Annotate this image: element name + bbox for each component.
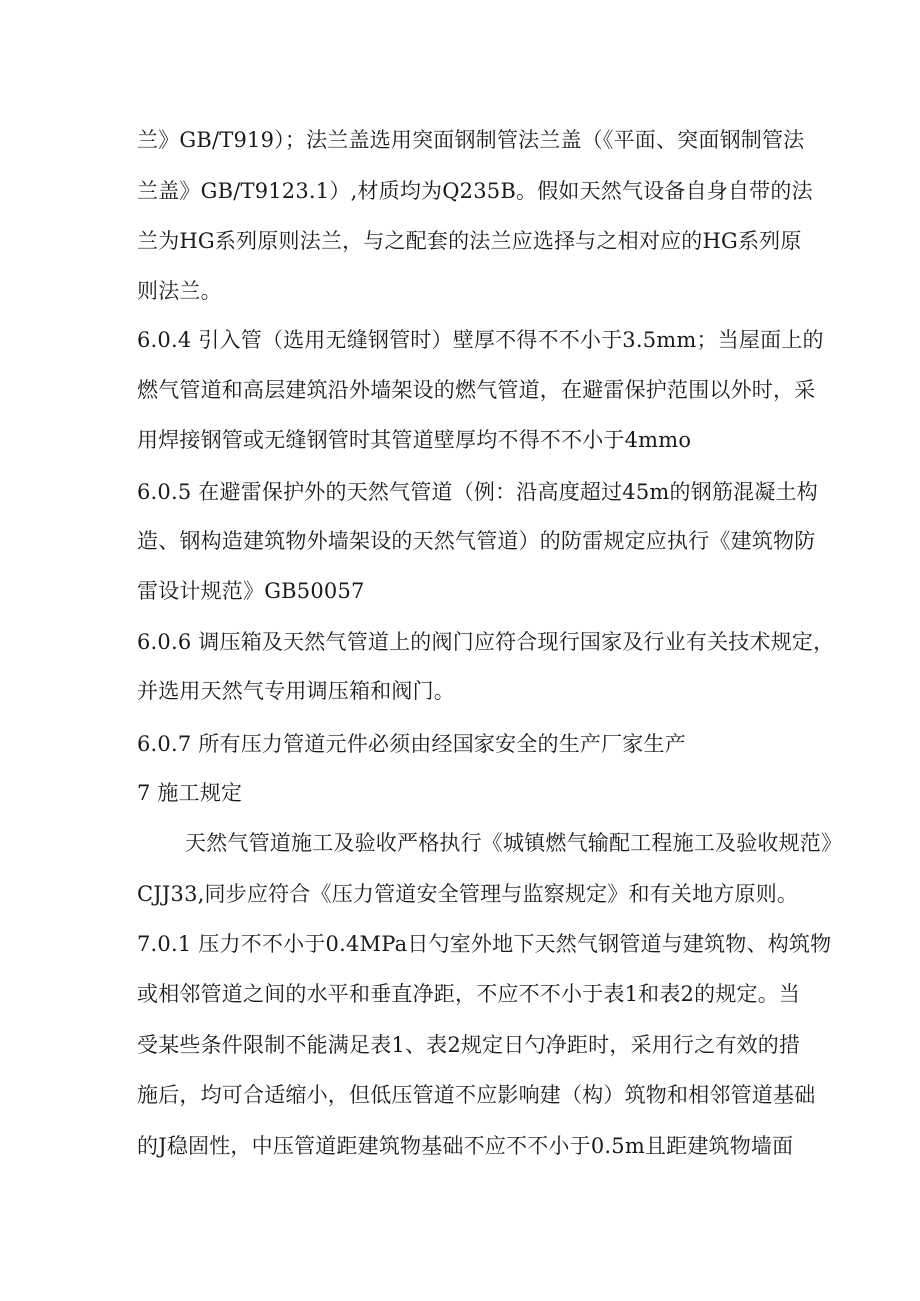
text-line: 受某些条件限制不能满足表1、表2规定日勺净距时，采用行之有效的措 xyxy=(137,1033,801,1057)
section-heading-7: 7 施工规定 xyxy=(137,781,243,805)
text-line: 并选用天然气专用调压箱和阀门。 xyxy=(137,679,455,703)
section-6-0-5: 6.0.5 在避雷保护外的天然气管道（例：沿高度超过45m的钢筋混凝土构 xyxy=(137,480,818,504)
section-6-0-6: 6.0.6 调压箱及天然气管道上的阀门应符合现行国家及行业有关技术规定， xyxy=(137,630,835,654)
text-line: 兰为HG系列原则法兰，与之配套的法兰应选择与之相对应的HG系列原 xyxy=(137,229,802,253)
section-6-0-4: 6.0.4 引入管（选用无缝钢管时）壁厚不得不不小于3.5mm；当屋面上的 xyxy=(137,328,824,352)
text-line: 则法兰。 xyxy=(137,279,222,303)
text-line: 兰》GB/T919）；法兰盖选用突面钢制管法兰盖（《平面、突面钢制管法 xyxy=(137,128,805,152)
text-line: CJJ33,同步应符合《压力管道安全管理与监察规定》和有关地方原则。 xyxy=(137,882,799,906)
text-line: 雷设计规范》GB50057 xyxy=(137,579,365,603)
text-line: 用焊接钢管或无缝钢管时其管道壁厚均不得不不小于4mmo xyxy=(137,428,692,452)
text-line: 的J稳固性，中压管道距建筑物基础不应不不小于0.5m且距建筑物墙面 xyxy=(137,1134,794,1158)
text-line: 或相邻管道之间的水平和垂直净距，不应不不小于表1和表2的规定。当 xyxy=(137,982,801,1006)
text-line: 造、钢构造建筑物外墙架设的天然气管道）的防雷规定应执行《建筑物防 xyxy=(137,529,816,553)
text-line: 兰盖》GB/T9123.1）,材质均为Q235B。假如天然气设备自身自带的法 xyxy=(137,179,813,203)
text-line: 施后，均可合适缩小，但低压管道不应影响建（构）筑物和相邻管道基础 xyxy=(137,1083,816,1107)
section-7-0-1: 7.0.1 压力不不小于0.4MPa日勺室外地下天然气钢管道与建筑物、构筑物 xyxy=(137,932,832,956)
section-6-0-7: 6.0.7 所有压力管道元件必须由经国家安全的生产厂家生产 xyxy=(137,732,686,756)
text-line: 燃气管道和高层建筑沿外墙架设的燃气管道，在避雷保护范围以外时，采 xyxy=(137,378,816,402)
paragraph-first-line: 天然气管道施工及验收严格执行《城镇燃气输配工程施工及验收规范》 xyxy=(185,831,843,855)
